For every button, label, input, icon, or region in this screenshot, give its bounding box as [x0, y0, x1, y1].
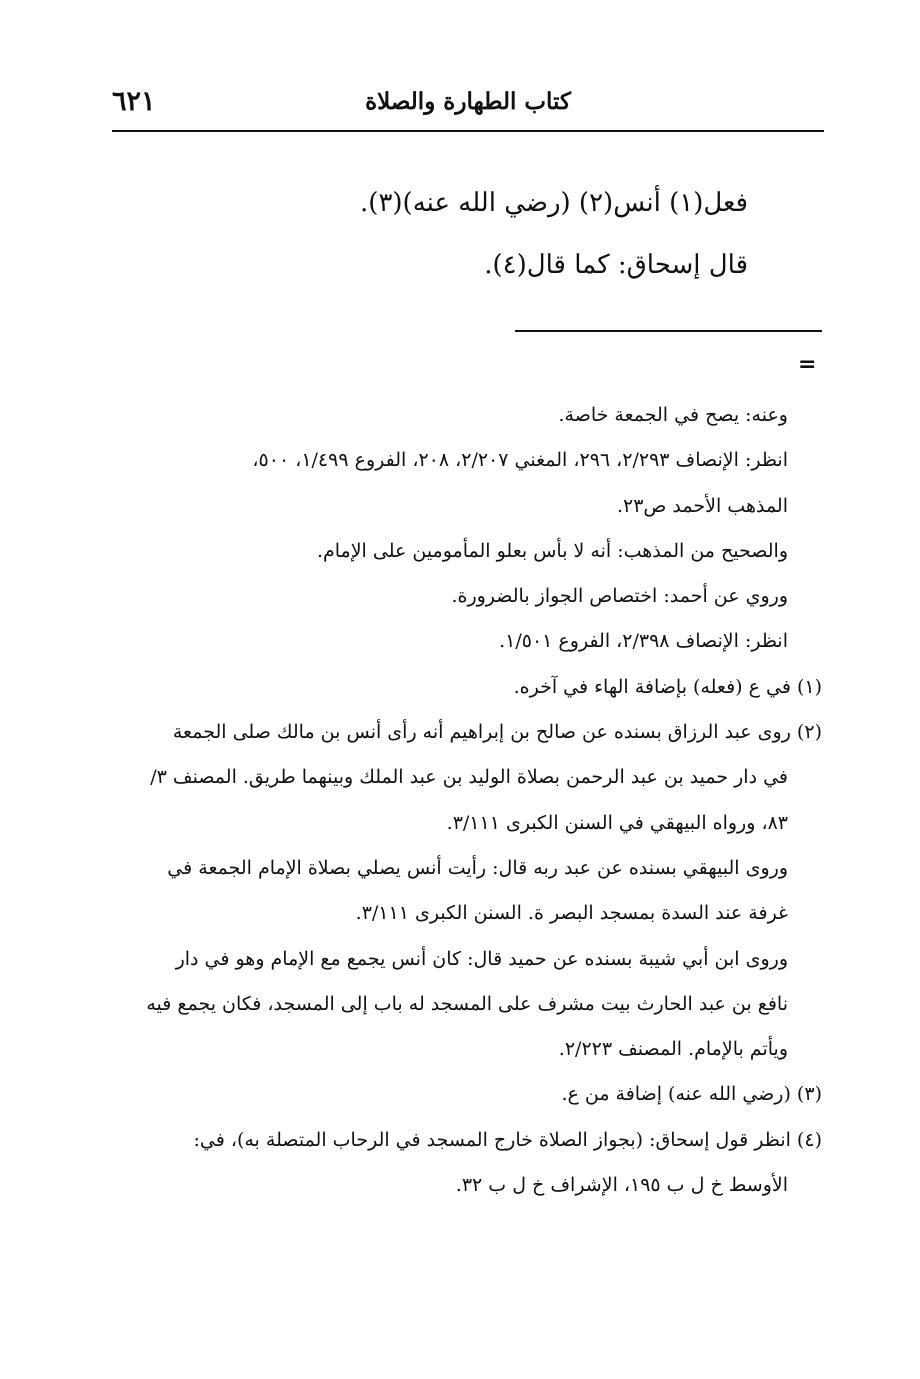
footnote-line: في دار حميد بن عبد الرحمن بصلاة الوليد بن عبد الملك وبينهما طريق. المصنف ٣/: [150, 766, 788, 789]
footnote-line: وروى ابن أبي شيبة بسنده عن حميد قال: كان أنس يجمع مع الإمام وهو في دار: [175, 947, 788, 970]
page-header: [112, 86, 824, 126]
footnote-line: والصحيح من المذهب: أنه لا بأس بعلو المأمومين على الإمام.: [316, 539, 788, 562]
footnote-line: نافع بن عبد الحارث بيت مشرف على المسجد له باب إلى المسجد، فكان يجمع فيه: [146, 992, 788, 1015]
footnote-line: ٨٣، ورواه البيهقي في السنن الكبرى ٣/١١١.: [446, 811, 788, 834]
main-text-line: فعل(١) أنس(٢) (رضي الله عنه)(٣).: [360, 188, 748, 218]
continuation-mark: =: [798, 352, 817, 377]
main-text: [112, 172, 748, 296]
footnote-line: الأوسط خ ل ب ١٩٥، الإشراف خ ل ب ٣٢.: [455, 1174, 788, 1197]
footnote-line: غرفة عند السدة بمسجد البصر ة. السنن الكبرى ٣/١١١.: [355, 902, 788, 925]
running-title: كتاب الطهارة والصلاة: [365, 88, 571, 115]
footnote-line: (٤) انظر قول إسحاق: (بجواز الصلاة خارج المسجد في الرحاب المتصلة به)، في:: [193, 1128, 822, 1151]
footnotes: [112, 393, 822, 1208]
footnote-line: وروى البيهقي بسنده عن عبد ربه قال: رأيت أنس يصلي بصلاة الإمام الجمعة في: [167, 856, 788, 879]
main-text-line: قال إسحاق: كما قال(٤).: [484, 250, 748, 280]
footnote-line: ويأتم بالإمام. المصنف ٢/٢٢٣.: [558, 1038, 788, 1061]
footnote-line: انظر: الإنصاف ٢/٣٩٨، الفروع ١/٥٠١.: [499, 630, 788, 653]
page-number: ٦٢١: [112, 86, 156, 117]
footnote-line: (٢) روى عبد الرزاق بسنده عن صالح بن إبراهيم أنه رأى أنس بن مالك صلى الجمعة: [172, 721, 822, 744]
footnote-line: وروي عن أحمد: اختصاص الجواز بالضرورة.: [451, 585, 788, 608]
footnote-line: (٣) (رضي الله عنه) إضافة من ع.: [561, 1083, 822, 1106]
footnote-separator: [515, 330, 822, 332]
footnote-line: المذهب الأحمد ص٢٣.: [616, 494, 788, 517]
footnote-line: وعنه: يصح في الجمعة خاصة.: [558, 404, 788, 426]
footnote-line: (١) في ع (فعله) بإضافة الهاء في آخره.: [513, 675, 822, 698]
header-rule: [112, 130, 824, 132]
footnote-line: انظر: الإنصاف ٢/٢٩٣، ٢٩٦، المغني ٢/٢٠٧، ٢٠٨، الفروع ١/٤٩٩، ٥٠٠،: [252, 449, 788, 472]
